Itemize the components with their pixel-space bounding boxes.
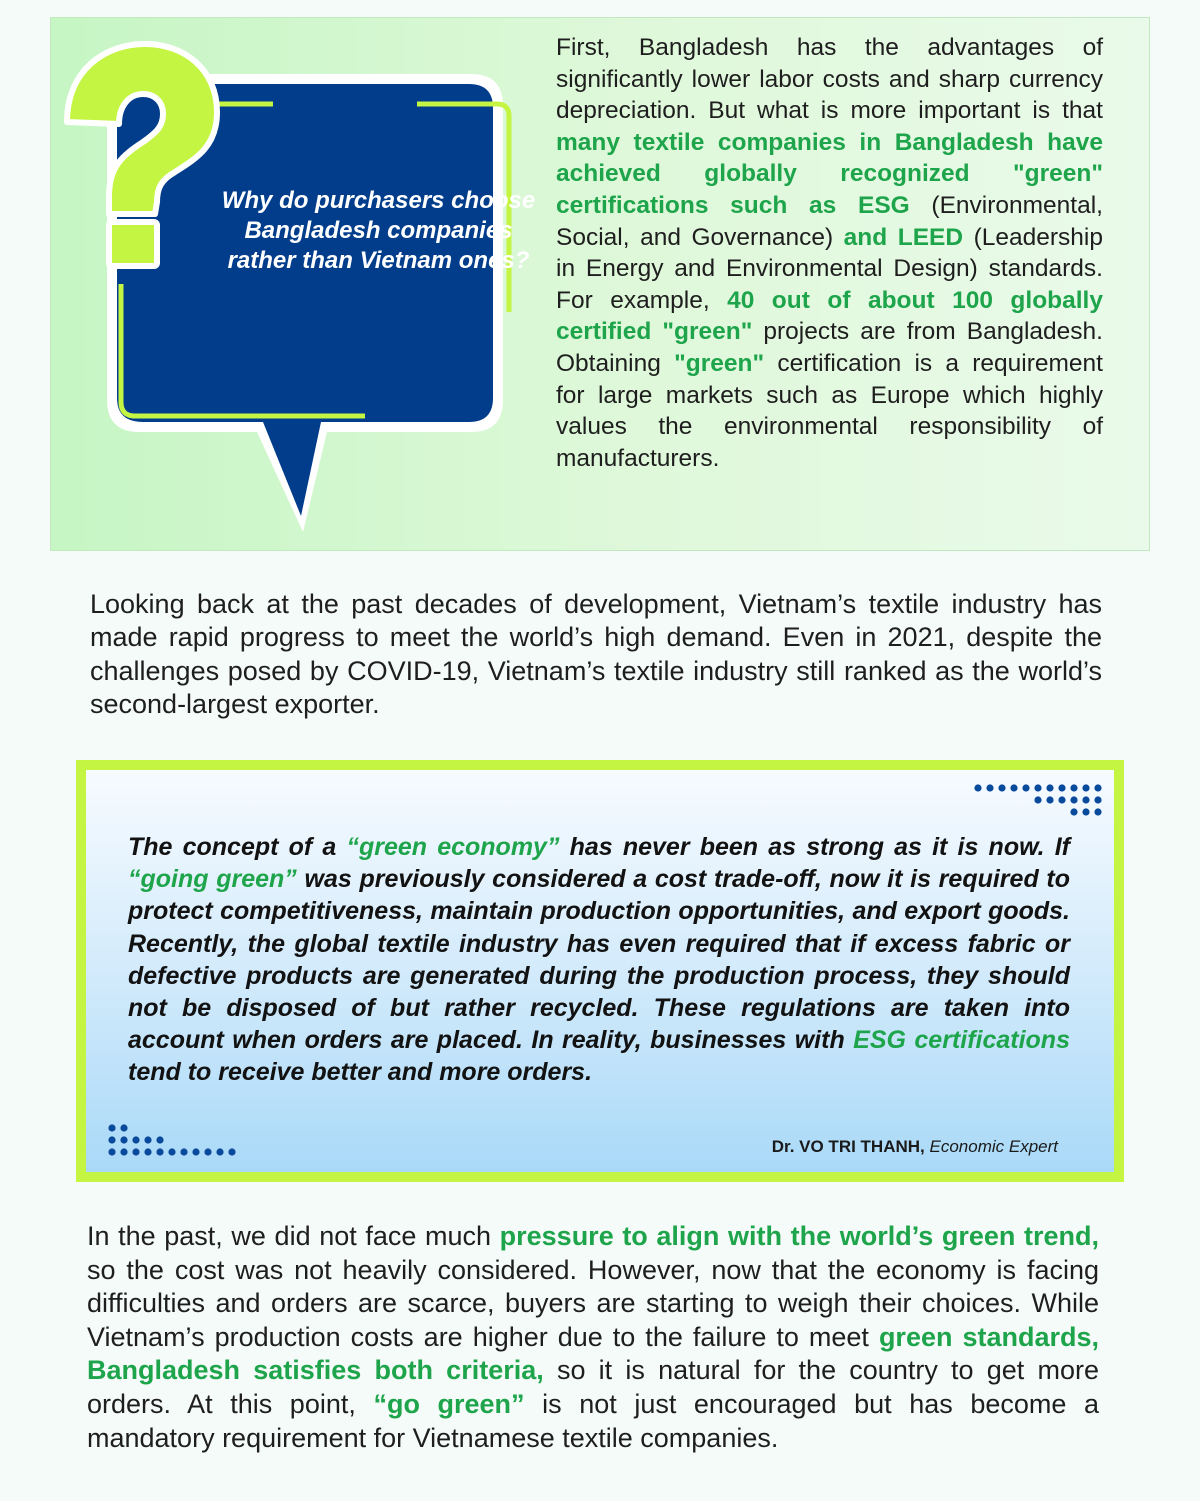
top-para-text-1: First, Bangladesh has the advantages of significantly lower labor costs and sharp currency depreciation. But what is more important is that: [556, 34, 1103, 125]
top-para-highlight-2: and LEED: [843, 223, 964, 251]
top-para-text-2: (Environmental, Social, and Governance): [556, 191, 1103, 251]
bottom-para-highlight-1: pressure to align with the world’s green trend,: [499, 1221, 1100, 1251]
speech-bubble-graphic: [51, 18, 571, 552]
dots-decoration-top-right: [966, 782, 1116, 822]
bottom-para-text-3: so it is natural for the country to get more orders. At this point,: [87, 1355, 1100, 1419]
top-para-highlight-1: many textile companies in Bangladesh have achieved globally recognized "green" certifications such as ESG: [556, 128, 1103, 219]
quote-text: [128, 831, 1070, 1089]
expert-quote-box: [76, 760, 1124, 1182]
dots-decoration-bottom-left: [104, 1122, 254, 1168]
quote-highlight-1: “green economy”: [346, 833, 560, 861]
quote-text-2: has never been as strong as it is now. If: [559, 833, 1070, 861]
top-para-text-4: projects are from Bangladesh. Obtaining: [556, 318, 1103, 377]
top-paragraph: [556, 32, 1103, 474]
author-role: Economic Expert: [929, 1137, 1058, 1156]
bottom-para-text-1: In the past, we did not face much: [87, 1221, 500, 1251]
top-para-text-3: (Leadership in Energy and Environmental Design) standards. For example,: [556, 223, 1103, 314]
quote-text-4: tend to receive better and more orders.: [128, 1058, 593, 1087]
author-name: Dr. VO TRI THANH,: [771, 1137, 925, 1156]
top-para-highlight-3: 40 out of about 100 globally certified "green": [556, 286, 1103, 346]
top-para-text-5: certification is a requirement for large markets such as Europe which highly values the environmental responsibility of manufacturers.: [556, 349, 1103, 472]
quote-highlight-2: “going green”: [128, 865, 297, 894]
quote-highlight-3: ESG certifications: [853, 1026, 1070, 1055]
quote-text-3: was previously considered a cost trade-off, now it is required to protect competitiveness, maintain production opportunities, and export goods. Recently, the global textile industry has even required that if excess fabric or defective products are generated during the production process, they should not be disposed of but rather recycled. These regulations are taken into account when orders are placed. In reality, businesses with: [128, 865, 1070, 1055]
bottom-para-text-2: so the cost was not heavily considered. However, now that the economy is facing difficulties and orders are scarce, buyers are starting to weigh their choices. While Vietnam’s production costs are higher due to the failure to meet: [87, 1254, 1099, 1352]
top-green-panel: [50, 17, 1150, 551]
bottom-para-highlight-2: green standards, Bangladesh satisfies both criteria,: [87, 1321, 1100, 1386]
bottom-para-text-4: is not just encouraged but has become a mandatory requirement for Vietnamese textile companies.: [87, 1388, 1099, 1453]
top-para-highlight-4: "green": [674, 349, 765, 377]
bottom-para-highlight-3: “go green”: [373, 1388, 525, 1419]
middle-paragraph: Looking back at the past decades of development, Vietnam’s textile industry has made rapid progress to meet the world’s high demand. Even in 2021, despite the challenges posed by COVID-19, Vietnam’s textile industry still ranked as the world’s second-largest exporter.: [90, 589, 1102, 719]
question-text: Why do purchasers choose Bangladesh companies rather than Vietnam ones?: [221, 187, 536, 274]
quote-text-1: The concept of a: [128, 833, 347, 861]
quote-author: [772, 1137, 1058, 1157]
bottom-paragraph: [87, 1220, 1099, 1455]
